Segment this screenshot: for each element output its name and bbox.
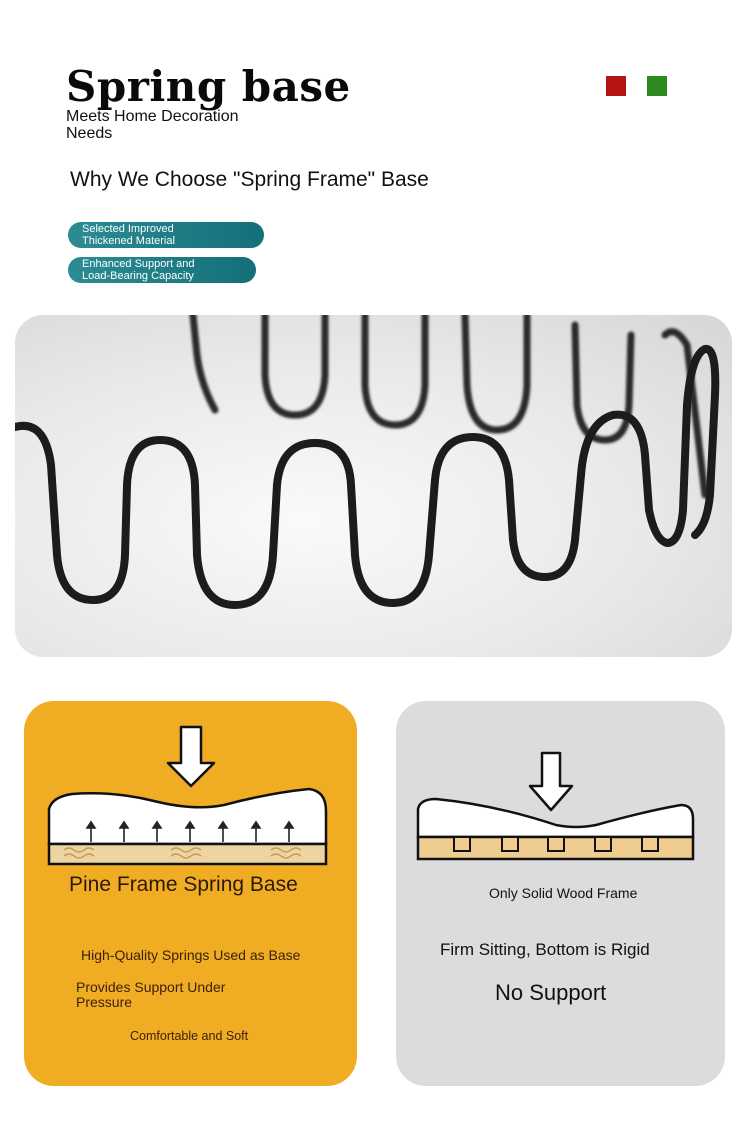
- pine-feature-comfort: Comfortable and Soft: [130, 1029, 249, 1043]
- pine-feature-springs: High-Quality Springs Used as Base: [81, 947, 301, 963]
- spring-photo: [15, 315, 732, 657]
- solid-feature-rigid: Firm Sitting, Bottom is Rigid: [440, 940, 650, 959]
- badge-material-line2: Thickened Material: [82, 235, 175, 247]
- green-square-accent: [647, 76, 667, 96]
- solid-wood-diagram-icon: [396, 701, 725, 876]
- badge-support: [68, 257, 256, 283]
- pine-feature-support: Provides Support Under Pressure: [76, 979, 226, 1010]
- badge-material: [68, 222, 264, 248]
- page-title: Spring base: [66, 62, 351, 111]
- pine-frame-title: Pine Frame Spring Base: [69, 873, 298, 896]
- page-subtitle: Meets Home Decoration Needs: [66, 108, 239, 142]
- solid-feature-no-support: No Support: [495, 980, 607, 1005]
- solid-wood-title: Only Solid Wood Frame: [489, 885, 638, 901]
- zigzag-spring-wire-icon: [15, 315, 732, 657]
- why-heading: Why We Choose "Spring Frame" Base: [70, 168, 429, 191]
- badge-support-line2: Load-Bearing Capacity: [82, 270, 194, 282]
- badge-support-line1: Enhanced Support and: [82, 258, 195, 270]
- red-square-accent: [606, 76, 626, 96]
- badge-material-line1: Selected Improved: [82, 223, 174, 235]
- spring-cushion-diagram-icon: [24, 701, 357, 876]
